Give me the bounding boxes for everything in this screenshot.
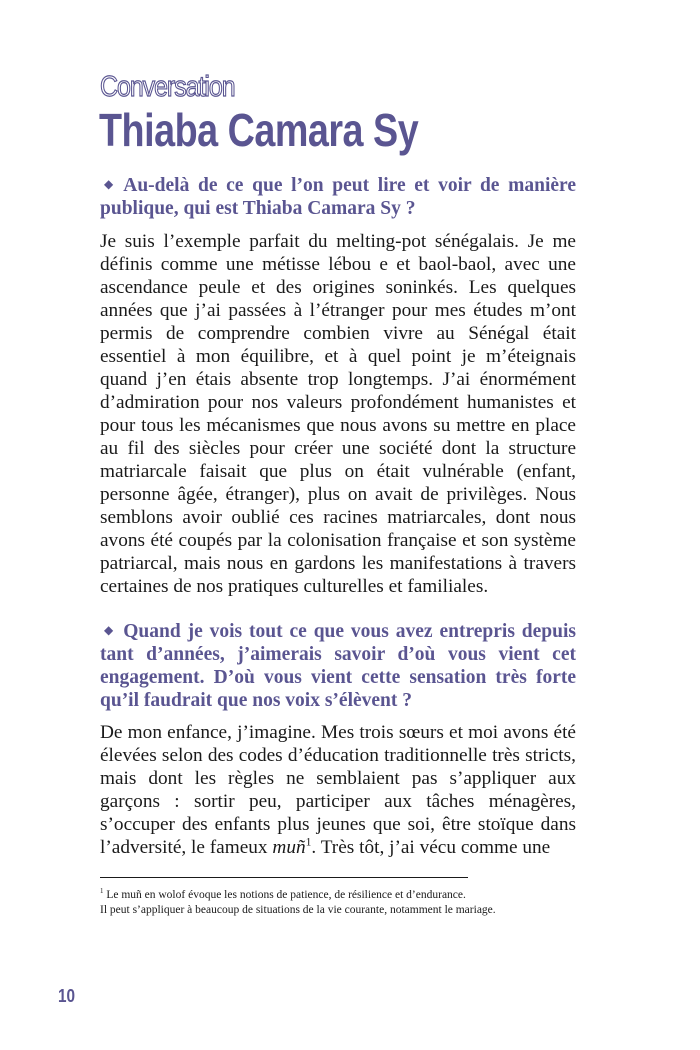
answer-1: Je suis l’exemple parfait du melting-pot sénégalais. Je me définis comme une métisse lébou e et baol-baol, avec une ascendance peule et des origines soninkés. Les quelques années que j’ai passées à l’étranger pour mes études m’ont permis de comprendre combien vivre au Sénégal était essentiel à mon équilibre, et à quel point je m’éteignais quand j’en étais absente trop longtemps. J’ai énormément d’admiration pour nos valeurs profondément humanistes et pour tous les mécanismes que nous avons su mettre en place au fil des siècles pour créer une société dont la structure matriarcale faisait que plus on était vulnérable (enfant, personne âgée, étranger), plus on avait de privilèges. Nous semblons avoir oublié ces racines matriarcales, dont nous avons été coupés par la colonisation française et son système patriarcal, mais nous en gardons les manifestations à travers certaines de nos pratiques culturelles et familiales. xyxy=(100,231,576,597)
question-1 xyxy=(100,173,576,220)
question-1-text: Au-delà de ce que l’on peut lire et voir de manière publique, qui est Thiaba Camara Sy ? xyxy=(100,175,576,219)
answer-2-emphasis: muñ xyxy=(272,837,306,858)
footnote-divider xyxy=(100,877,468,878)
question-2-text: Quand je vois tout ce que vous avez entrepris depuis tant d’années, j’aimerais savoir d’où vous vient cet engagement. D’où vous vient cette sensation très forte qu’il faudrait que nos voix s’élèvent ? xyxy=(100,621,576,711)
footnote xyxy=(100,888,580,918)
diamond-icon: ◆ xyxy=(104,177,114,191)
diamond-icon: ◆ xyxy=(104,623,114,637)
answer-2-text-before: De mon enfance, j’imagine. Mes trois sœurs et moi avons été élevées selon des codes d’éducation traditionnelle très stricts, mais dont les règles ne semblaient pas s’appliquer aux garçons : sortir peu, participer aux tâches ménagères, s’occuper des enfants plus jeunes que soi, être stoïque dans l’adversité, le fameux xyxy=(100,722,576,858)
footnote-reference[interactable]: 1 xyxy=(305,835,312,849)
footnote-line-2: Il peut s’appliquer à beaucoup de situations de la vie courante, notamment le mariage. xyxy=(100,904,496,916)
page-number: 10 xyxy=(58,986,76,1006)
answer-2-text-after: . Très tôt, j’ai vécu comme une xyxy=(311,837,551,858)
footnote-marker: 1 xyxy=(100,888,104,896)
question-2 xyxy=(100,619,576,712)
page-title: Thiaba Camara Sy xyxy=(99,104,419,156)
answer-2 xyxy=(100,721,576,859)
section-kicker: Conversation xyxy=(100,71,235,103)
footnote-line-1: Le muñ en wolof évoque les notions de patience, de résilience et d’endurance. xyxy=(103,889,466,901)
